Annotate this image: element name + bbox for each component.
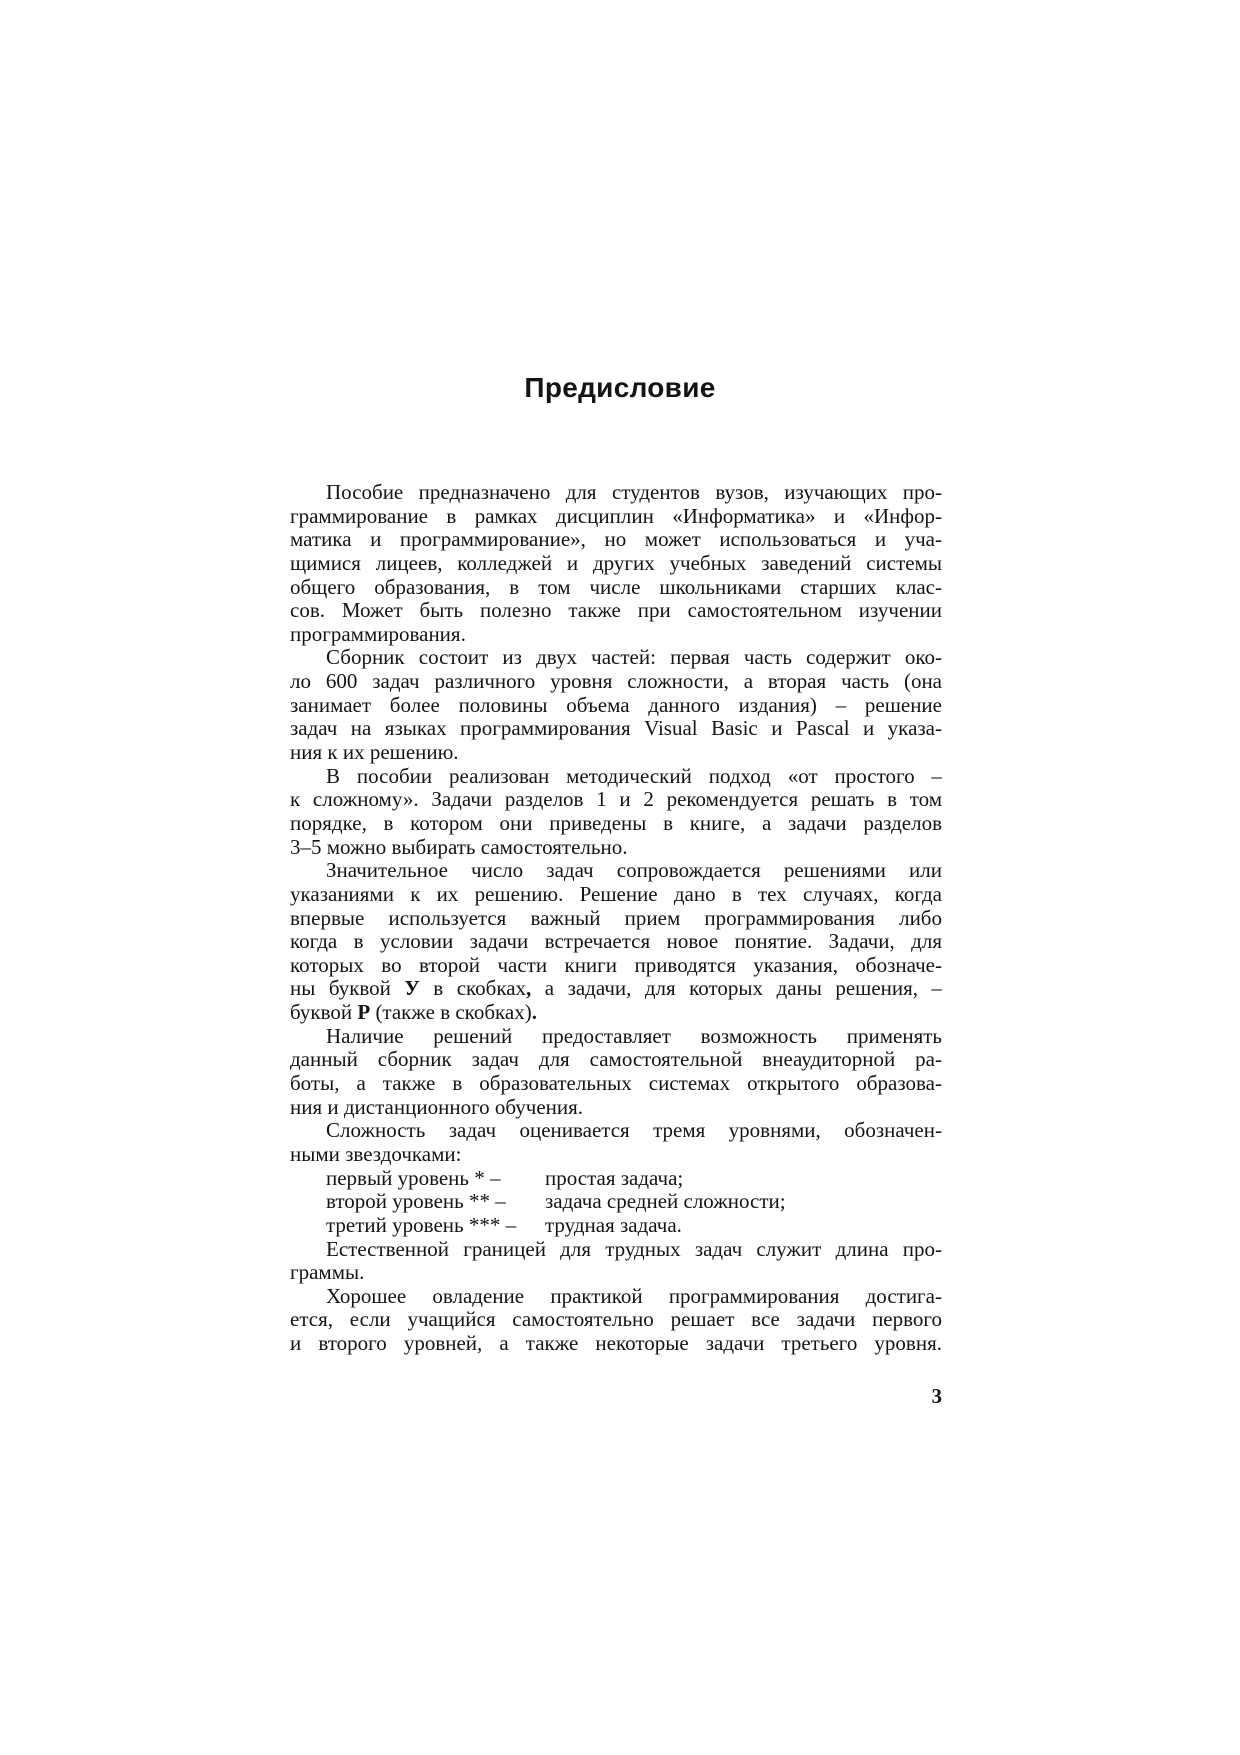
text-line: ния к их решению. [290, 740, 459, 765]
paragraph [290, 765, 942, 860]
text-line: данный сборник задач для самостоятельной внеаудиторной ра- [290, 1048, 942, 1072]
text-fragment: буквой [290, 1000, 358, 1025]
level-name: третий уровень *** – [326, 1212, 517, 1237]
level-description: простая задача; [545, 1165, 684, 1190]
level-row [290, 1190, 942, 1214]
paragraph [290, 646, 942, 764]
text-line: Хорошее овладение практикой программирования достига- [326, 1284, 942, 1308]
text-line: программирования. [290, 621, 466, 646]
text-line: задач на языках программирования Visual Basic и Pascal и указа- [290, 717, 942, 741]
paragraph [290, 1238, 942, 1285]
paragraph [290, 859, 942, 1024]
difficulty-levels [290, 1167, 942, 1238]
paragraph [290, 1025, 942, 1120]
text-line-with-marker [290, 977, 942, 1001]
text-line-with-marker [290, 1001, 942, 1025]
text-line: ло 600 задач различного уровня сложности, а вторая часть (она [290, 670, 942, 694]
text-line: порядке, в котором они приведены в книге, а задачи разделов [290, 811, 942, 835]
text-line: ется, если учащийся самостоятельно решает все задачи первого [290, 1308, 942, 1332]
level-row [290, 1167, 942, 1191]
text-line: щимися лицеев, колледжей и других учебных заведений системы [290, 551, 942, 575]
text-line: общего образования, в том числе школьниками старших клас- [290, 575, 942, 599]
text-line: ными звездочками: [290, 1141, 462, 1166]
text-line: Сложность задач оценивается тремя уровнями, обозначен- [326, 1119, 942, 1143]
text-line: занимает более половины объема данного издания) – решение [290, 693, 942, 717]
bold-comma: , [526, 977, 532, 1001]
page-title: Предисловие [524, 372, 716, 403]
text-line: когда в условии задачи встречается новое понятие. Задачи, для [290, 930, 942, 954]
text-line: и второго уровней, а также некоторые задачи третьего уровня. [290, 1332, 942, 1356]
text-line: граммирование в рамках дисциплин «Информатика» и «Инфор- [290, 504, 942, 528]
level-description: трудная задача. [545, 1212, 682, 1237]
marker-letter-r: Р [357, 1000, 371, 1025]
text-line: граммы. [290, 1260, 365, 1285]
paragraph [290, 481, 942, 646]
text-line: к сложному». Задачи разделов 1 и 2 рекомендуется решать в том [290, 788, 942, 812]
paragraph [290, 1119, 942, 1166]
text-line: В пособии реализован методический подход «от простого – [326, 764, 942, 788]
bold-period: . [531, 1000, 537, 1025]
text-line: которых во второй части книги приводятся указания, обозначе- [290, 953, 942, 977]
text-line: впервые используется важный прием программирования либо [290, 906, 942, 930]
marker-letter-u: У [404, 977, 420, 1001]
text-fragment: ны буквой [290, 977, 405, 1001]
text-fragment: (также в скобках) [370, 1000, 532, 1025]
level-name: второй уровень ** – [326, 1189, 506, 1214]
text-fragment: в скобках [419, 977, 527, 1001]
preface-body [290, 481, 942, 1356]
text-line: боты, а также в образовательных системах открытого образова- [290, 1072, 942, 1096]
page-number: 3 [931, 1384, 942, 1408]
text-line: сов. Может быть полезно также при самостоятельном изучении [290, 599, 942, 623]
text-line: Пособие предназначено для студентов вузов, изучающих про- [326, 481, 942, 504]
text-line: матика и программирование», но может использоваться и уча- [290, 528, 942, 552]
text-line: ния и дистанционного обучения. [290, 1094, 584, 1119]
text-line: Естественной границей для трудных задач служит длина про- [326, 1237, 942, 1261]
text-line: 3–5 можно выбирать самостоятельно. [290, 834, 628, 859]
text-line: Значительное число задач сопровождается решениями или [326, 859, 942, 883]
text-line: Наличие решений предоставляет возможность применять [326, 1024, 942, 1048]
text-line: Сборник состоит из двух частей: первая часть содержит око- [326, 646, 942, 670]
text-fragment: а задачи, для которых даны решения, – [531, 977, 942, 1001]
level-description: задача средней сложности; [545, 1189, 786, 1214]
paragraph [290, 1285, 942, 1356]
level-row [290, 1214, 942, 1238]
level-name: первый уровень * – [326, 1165, 501, 1190]
text-line: указаниями к их решению. Решение дано в тех случаях, когда [290, 882, 942, 906]
